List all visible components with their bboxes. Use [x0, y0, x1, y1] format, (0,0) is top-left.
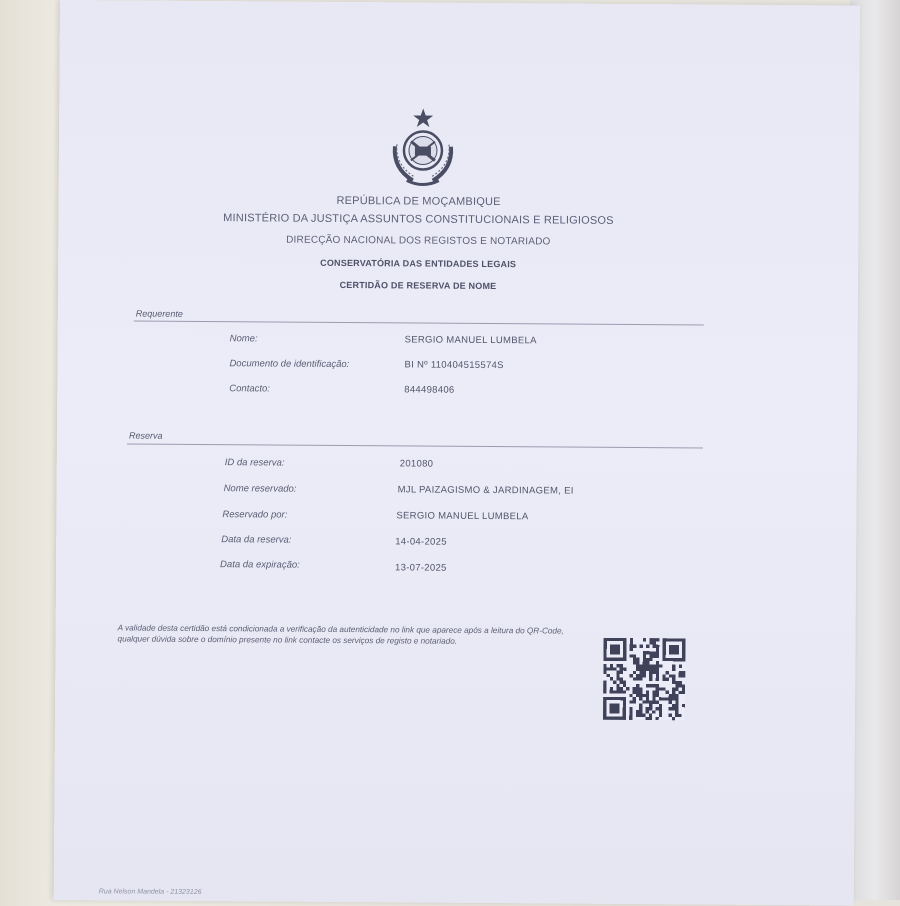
field-value-contacto: 844498406: [404, 384, 455, 396]
section-title-reserva: Reserva: [128, 430, 163, 441]
qr-code-icon: [603, 638, 686, 721]
field-label-nome-reservado: Nome reservado:: [223, 483, 297, 495]
certificate-title: CERTIDÃO DE RESERVA DE NOME: [339, 279, 497, 292]
header-registry: CONSERVATÓRIA DAS ENTIDADES LEGAIS: [320, 257, 517, 270]
field-value-data-reserva: 14-04-2025: [395, 536, 447, 548]
field-label-reservado-por: Reservado por:: [222, 509, 288, 521]
mozambique-emblem-icon: [381, 106, 466, 191]
field-value-nome: SERGIO MANUEL LUMBELA: [404, 334, 537, 347]
field-label-contacto: Contacto:: [229, 383, 270, 395]
validity-notice: A validade desta certidão está condicionada a verificação da autenticidade no link que aparece após a leitura do QR-Code, qualquer dúvida sobre o domínio presente no link contacte os serviços de registo e notariado.: [117, 623, 564, 646]
field-label-documento: Documento de identificação:: [229, 358, 350, 371]
footer-address: Rua Nelson Mandela - 21323126: [98, 888, 202, 897]
header-republic: REPÚBLICA DE MOÇAMBIQUE: [336, 194, 501, 209]
field-value-data-expiracao: 13-07-2025: [395, 562, 447, 574]
section-title-requerente: Requerente: [135, 308, 183, 319]
field-label-data-reserva: Data da reserva:: [221, 534, 292, 546]
section-divider: [127, 443, 703, 448]
section-divider: [134, 321, 704, 326]
field-value-documento: BI Nº 110404515574S: [404, 359, 504, 372]
field-label-data-expiracao: Data da expiração:: [220, 559, 300, 571]
field-label-id-reserva: ID da reserva:: [224, 457, 285, 469]
header-direction: DIRECÇÃO NACIONAL DOS REGISTOS E NOTARIADO: [286, 234, 551, 248]
field-value-reservado-por: SERGIO MANUEL LUMBELA: [396, 510, 529, 523]
field-value-nome-reservado: MJL PAIZAGISMO & JARDINAGEM, EI: [397, 484, 574, 497]
field-value-id-reserva: 201080: [399, 458, 434, 470]
certificate-sheet: [54, 0, 860, 906]
field-label-nome: Nome:: [229, 333, 258, 345]
header-ministry: MINISTÉRIO DA JUSTIÇA ASSUNTOS CONSTITUCIONAIS E RELIGIOSOS: [223, 212, 614, 227]
